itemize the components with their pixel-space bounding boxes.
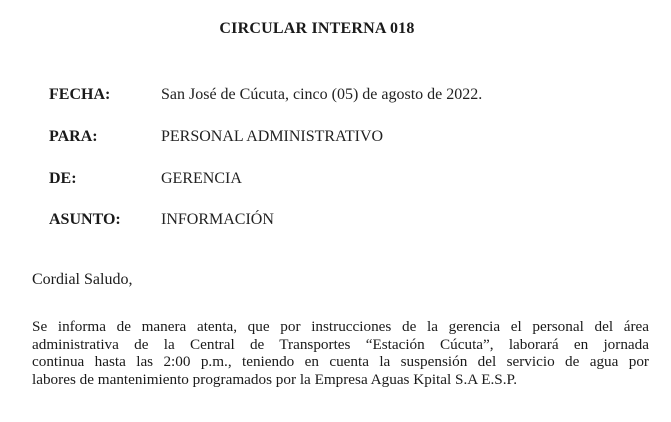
field-asunto-label: ASUNTO: <box>49 211 121 228</box>
greeting: Cordial Saludo, <box>32 271 133 288</box>
field-para-label: PARA: <box>49 128 98 145</box>
body-line: Se informa de manera atenta, que por instrucciones de la gerencia el personal del área <box>32 318 649 335</box>
field-asunto <box>49 211 274 233</box>
field-fecha <box>49 86 482 108</box>
body-line: labores de mantenimiento programados por la Empresa Aguas Kpital S.A E.S.P. <box>32 370 518 388</box>
body-paragraph <box>32 318 649 388</box>
field-de <box>49 170 242 192</box>
field-para <box>49 128 383 150</box>
field-de-label: DE: <box>49 170 77 187</box>
document-title: CIRCULAR INTERNA 018 <box>219 20 415 37</box>
field-asunto-value: INFORMACIÓN <box>161 211 274 228</box>
field-para-value: PERSONAL ADMINISTRATIVO <box>161 128 384 145</box>
body-line: administrativa de la Central de Transportes “Estación Cúcuta”, laborará en jornada <box>32 335 649 353</box>
field-fecha-value: San José de Cúcuta, cinco (05) de agosto de 2022. <box>161 86 483 103</box>
field-fecha-label: FECHA: <box>49 86 111 103</box>
field-de-value: GERENCIA <box>161 170 242 187</box>
body-line: continua hasta las 2:00 p.m., teniendo en cuenta la suspensión del servicio de agua por <box>32 353 649 370</box>
